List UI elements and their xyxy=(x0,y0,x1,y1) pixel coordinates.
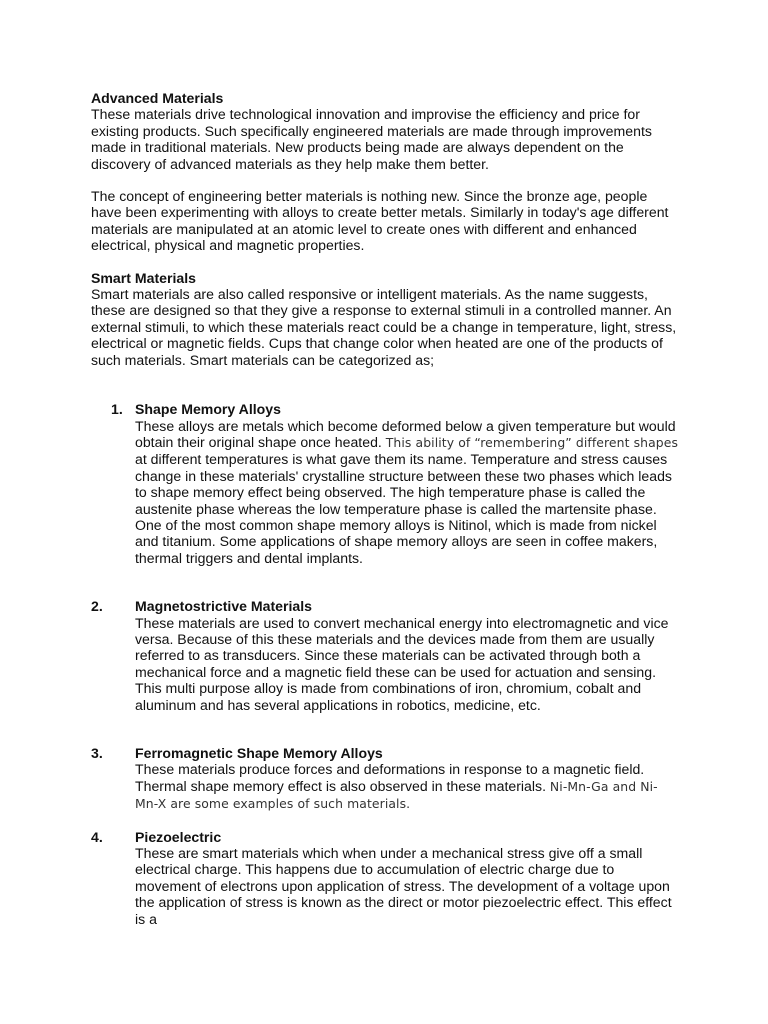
list-item-magnetostrictive-materials xyxy=(91,598,681,713)
list-item-piezoelectric xyxy=(91,829,681,927)
list-item-ferromagnetic-shape-memory-alloys xyxy=(91,745,681,813)
spacer xyxy=(91,368,681,401)
list-item-title: Ferromagnetic Shape Memory Alloys xyxy=(135,745,383,761)
spacer xyxy=(91,254,681,270)
spacer xyxy=(91,813,681,829)
spacer xyxy=(91,713,681,745)
section-heading-smart-materials: Smart Materials xyxy=(91,269,196,286)
smart-materials-paragraph: Smart materials are also called responsive or intelligent materials. As the name suggests, these are designed so that they give a response to external stimuli in a controlled manner. An external stimuli, to which these materials react could be a change in temperature, light, stress, electrical or magnetic fields. Cups that change color when heated are one of the products of such materials. Smart materials can be categorized as; xyxy=(91,286,677,368)
advanced-materials-paragraph-2: The concept of engineering better materials is nothing new. Since the bronze age, people have been experimenting with alloys to create better metals. Similarly in today's age different materials are manipulated at an atomic level to create ones with different and enhanced electrical, physical and magnetic properties. xyxy=(91,188,669,254)
list-item-body-text: These materials produce forces and deformations in response to a magnetic field. Thermal shape memory effect is also observed in these materials. xyxy=(135,761,645,794)
list-item-title: Magnetostrictive Materials xyxy=(135,598,313,615)
advanced-materials-paragraph-1: These materials drive technological innovation and improvise the efficiency and price for existing products. Such specifically engineered materials are made through improvements made in traditional materials. New products being made are always dependent on the discovery of advanced materials as they help make them better. xyxy=(91,106,652,172)
list-item-body-text-alt-font: Ni-Mn-Ga and Ni-Mn-X are some examples of such materials. xyxy=(135,778,658,812)
list-item-body xyxy=(135,418,681,567)
list-number: 1. xyxy=(111,401,123,418)
spacer xyxy=(91,172,681,188)
list-number: 3. xyxy=(91,745,103,761)
list-item-shape-memory-alloys xyxy=(91,401,681,566)
spacer xyxy=(91,566,681,598)
section-heading-advanced-materials: Advanced Materials xyxy=(91,90,224,106)
document-page xyxy=(91,90,681,927)
list-item-body-text-alt-font: This ability of “remembering” different shapes xyxy=(385,434,679,450)
list-item-body xyxy=(135,761,681,812)
list-number: 2. xyxy=(91,598,103,615)
list-item-title: Piezoelectric xyxy=(135,828,222,845)
list-item-body: These materials are used to convert mechanical energy into electromagnetic and vice versa. Because of this these materials and the devices made from them are usually referred to as transducers. Since these materials can be activated through both a mechanical force and a magnetic field these can be used for actuation and sensing. This multi purpose alloy is made from combinations of iron, chromium, cobalt and aluminum and has several applications in robotics, medicine, etc. xyxy=(135,614,669,713)
list-item-title: Shape Memory Alloys xyxy=(135,401,281,418)
list-number: 4. xyxy=(91,828,103,845)
list-item-body-text: at different temperatures is what gave them its name. Temperature and stress causes change in these materials' crystalline structure between these two phases which leads to shape memory effect being observed. The high temperature phase is called the austenite phase whereas the low temperature phase is called the martensite phase. One of the most common shape memory alloys is Nitinol, which is made from nickel and titanium. Some applications of shape memory alloys are seen in coffee makers, thermal triggers and dental implants. xyxy=(135,451,672,566)
list-item-body-text: These alloys are metals which become deformed below a given temperature but would obtain their original shape once heated. xyxy=(135,417,676,450)
list-item-body: These are smart materials which when under a mechanical stress give off a small electrical charge. This happens due to accumulation of electric charge due to movement of electrons upon application of stress. The development of a voltage upon the application of stress is known as the direct or motor piezoelectric effect. This effect is a xyxy=(135,845,672,927)
